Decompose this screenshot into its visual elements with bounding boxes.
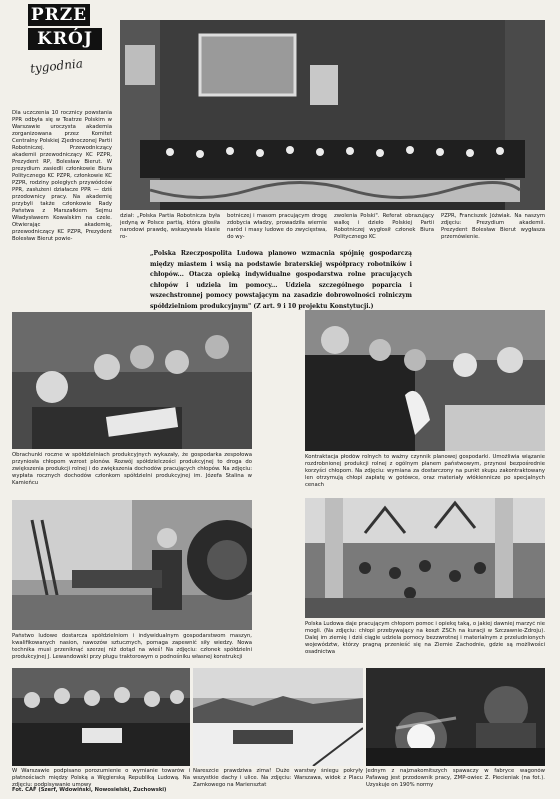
photo-spoldzielnia-wyplata <box>12 312 252 449</box>
top-caption-col3: zwolenia Polski". Referat obrazujący walkę i dzieło Polskiej Partii Robotniczej wygłosił członek Biura Politycznego KC <box>334 213 434 240</box>
top-caption-col4: PZPR, Franciszek Jóźwiak. Na naszym zdjęciu: Prezydium akademii. Prezydent Bolesław Bierut wygłasza przemówienie. <box>441 213 545 240</box>
photo-spawacz-pafawag <box>366 668 545 766</box>
photo-podpisanie-umowy <box>12 668 190 766</box>
photo-kontraktacja-lnu <box>305 310 545 451</box>
top-caption-col2: botniczej i masom pracującym drogę zdobycia władzy, prowadziła wiernie naród i masy ludowe do zwycięstwa, do wy- <box>227 213 327 240</box>
masthead-line1: PRZE <box>28 4 90 26</box>
masthead-logo <box>20 4 108 48</box>
photo-credit: Fot. CAF (Szerf, Wdowiński, Nowosielski, Zuchowski) <box>12 787 167 793</box>
photo-zima-warszawa <box>193 668 363 766</box>
masthead-line2: KRÓJ <box>28 28 102 50</box>
caption-kuracja: Polska Ludowa daje pracującym chłopom pomoc i opiekę taką, o jakiej dawniej marzyć nie mogli. (Na zdjęciu: chłopi przebywający na koszt ZSCh na kuracji w Szczawnie-Zdroju). Dalej im ziemię i dziś ciągle udziela pomocy bezzwrotnej i materialnym z przeludnionych województw, którzy pragną przenieść się na Ziemie Zachodnie, gdzie są możliwości osadnictwa <box>305 621 545 655</box>
photo-kuracja-sanatorium <box>305 498 545 618</box>
caption-umowa: W Warszawie podpisano porozumienie o wymianie towarów i płatnościach między Polską a Węgierską Republiką Ludową. Na zdjęciu: podpisywanie umowy <box>12 768 190 788</box>
photo-plug-traktorowy <box>12 500 252 630</box>
caption-spawacz: Jednym z najznakomitszych spawaczy w fabryce wagonów Pafawag jest przodownik pracy, ZMP-owiec Z. Piecieniak (na fot.). Uzyskuje on 190% normy <box>366 768 545 788</box>
caption-zima: Nareszcie prawdziwa zima! Duże warstwy śniegu pokryły wszystkie dachy i ulice. Na zdjęciu: Warszawa, widok z Placu Zamkowego na Mariensztat <box>193 768 363 788</box>
intro-caption: Dla uczczenia 10 rocznicy powstania PPR odbyła się w Teatrze Polskim w Warszawie uroczysta akademia zorganizowana przez Komitet Centralny Polskiej Zjednoczonej Partii Robotniczej. Przewodniczący akademii przewodniczący KC PZPR, Prezydent RP, Bolesław Bierut. W prezydium zasiedli członkowie Biura Politycznego KC PZPR, członkowie KC PZPR, rodziny poległych przywódców PPR, zasłużeni działacze PPR — dziś przodownicy pracy. Na akademię przybyli także członkowie Rady Państwa z Marszałkiem Sejmu Władysławem Kowalskim na czele. Otwierając akademię, przewodniczący KC PZPR, Prezydent Bolesław Bierut powie- <box>12 110 112 242</box>
masthead-subtitle: tygodnia <box>29 56 84 76</box>
caption-kontraktacja: Kontraktacja płodów rolnych to ważny czynnik planowej gospodarki. Umożliwia wiązanie rozdrobnionej produkcji rolnej z ogólnym planem państwowym, przynosi bezpośrednie korzyści chłopom. Na zdjęciu: wymiana za dostarczony na punkt skupu zakontraktowany len otrzymują chłopi zapłatę w gotówce, oraz materiały włókiennicze po specjalnych cenach <box>305 454 545 488</box>
photo-akademia-stage <box>120 20 545 210</box>
caption-spoldzielnia: Obrachunki roczne w spółdzielniach produkcyjnych wykazały, że gospodarka zespołowa przyniosła chłopom wzrost plonów. Rozwój spółdzielczości produkcyjnej to droga do zwiększenia produkcji rolnej i do zwiększenia dochodów pracujących chłopów. Na zdjęciu: wypłata rocznych dochodów członkom spółdzielni produkcyjnej im. Józefa Stalina w Kamieńcu <box>12 452 252 486</box>
top-caption-col1: dział: „Polska Partia Robotnicza była jedyną w Polsce partią, która głosiła narodowi prawdę, wskazywała klasie ro- <box>120 213 220 240</box>
constitution-quote: „Polska Rzeczpospolita Ludowa planowo wzmacnia spójnię gospodarczą między miastem i wsią na podstawie braterskiej współpracy robotników i chłopów... Otacza opieką indywidualne gospodarstwa rolne pracujących chłopów i udziela im pomocy... Udziela szczególnego poparcia i wszechstronnej pomocy powstającym na zasadzie dobrowolności rolniczym spółdzielniom produkcyjnym" (Z art. 9 i 10 projektu Konstytucji.) <box>150 250 412 310</box>
caption-plug: Państwo ludowe dostarcza spółdzielniom i indywidualnym gospodarstwom maszyn, kwalifikowanych nasion, nawozów sztucznych, pomaga zapewnić siły wiedzy. Nowa technika musi przeniknąć szerzej niż dotąd na wieś! Na zdjęciu: członek spółdzielni produkcyjnej J. Lewandowski przy pługu traktorowym o podnośniku własnej konstrukcji <box>12 633 252 660</box>
